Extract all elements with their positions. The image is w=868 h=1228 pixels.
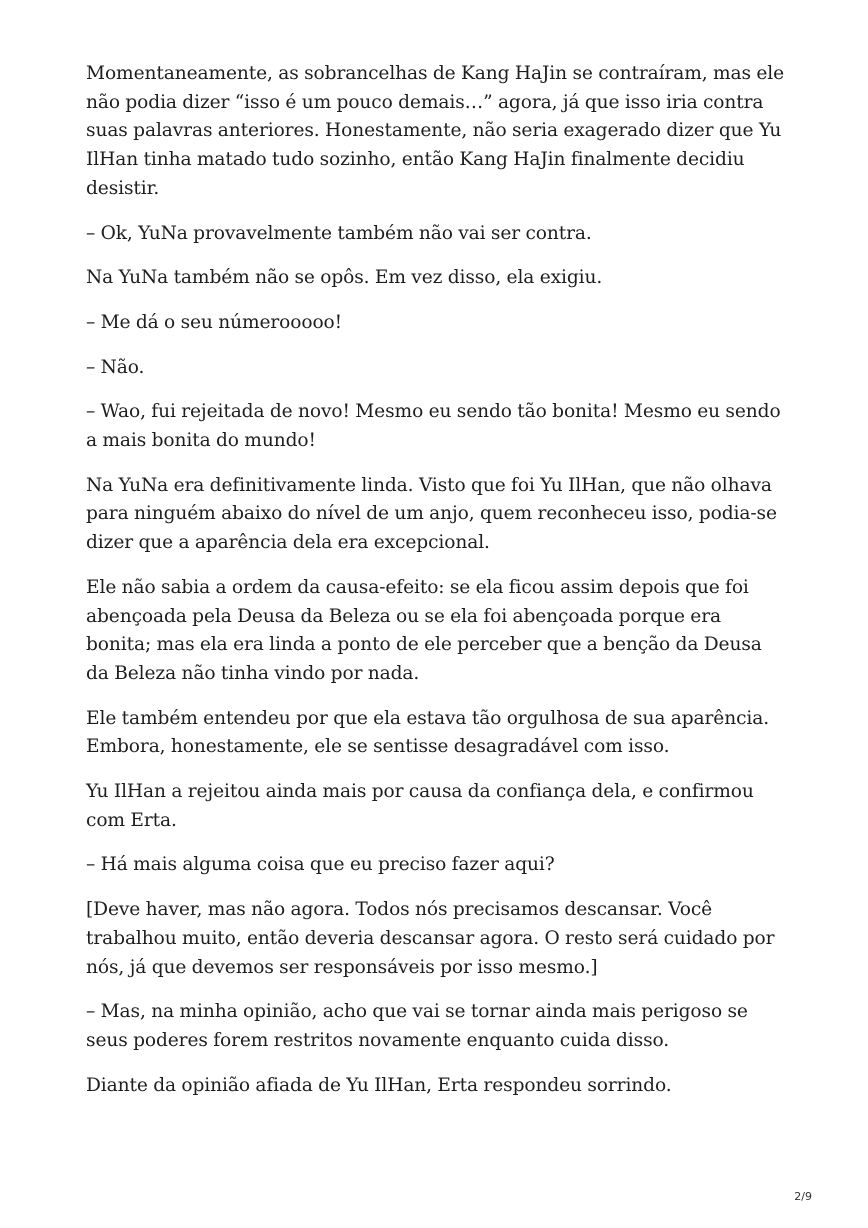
- paragraph: Diante da opinião afiada de Yu IlHan, Erta respondeu sorrindo.: [86, 1074, 672, 1096]
- paragraph: – Mas, na minha opinião, acho que vai se tornar ainda mais perigoso se seus poderes forem restritos novamente enquanto cuida disso.: [86, 1001, 748, 1051]
- paragraph: – Wao, fui rejeitada de novo! Mesmo eu sendo tão bonita! Mesmo eu sendo a mais bonita do mundo!: [86, 401, 781, 452]
- paragraph: – Me dá o seu númerooooo!: [86, 311, 343, 333]
- paragraph: Ele não sabia a ordem da causa-efeito: se ela ficou assim depois que foi abençoada pela Deusa da Beleza ou se ela foi abençoada porque era bonita; mas ela era linda a ponto de ele perceber que a benção da Deusa da Beleza não tinha vindo por nada.: [86, 576, 762, 684]
- document-body: [86, 60, 786, 1116]
- page-number: 2/9: [794, 1190, 812, 1203]
- paragraph: Yu IlHan a rejeitou ainda mais por causa da confiança dela, e confirmou com Erta.: [86, 781, 754, 831]
- paragraph: Momentaneamente, as sobrancelhas de Kang HaJin se contraíram, mas ele não podia dizer “isso é um pouco demais…” agora, já que isso iria contra suas palavras anteriores. Honestamente, não seria exagerado dizer que Yu IlHan tinha matado tudo sozinho, então Kang HaJin finalmente decidiu desistir.: [86, 63, 785, 199]
- paragraph: – Há mais alguma coisa que eu preciso fazer aqui?: [86, 854, 555, 876]
- paragraph: [Deve haver, mas não agora. Todos nós precisamos descansar. Você trabalhou muito, então deveria descansar agora. O resto será cuidado por nós, já que devemos ser responsáveis por isso mesmo.]: [86, 899, 775, 978]
- paragraph: – Não.: [86, 356, 145, 378]
- paragraph: Ele também entendeu por que ela estava tão orgulhosa de sua aparência. Embora, honestamente, ele se sentisse desagradável com isso.: [86, 707, 770, 758]
- paragraph: Na YuNa era definitivamente linda. Visto que foi Yu IlHan, que não olhava para ninguém abaixo do nível de um anjo, quem reconheceu isso, podia-se dizer que a aparência dela era excepcional.: [86, 474, 777, 554]
- paragraph: Na YuNa também não se opôs. Em vez disso, ela exigiu.: [86, 267, 603, 289]
- paragraph: – Ok, YuNa provavelmente também não vai ser contra.: [86, 222, 592, 244]
